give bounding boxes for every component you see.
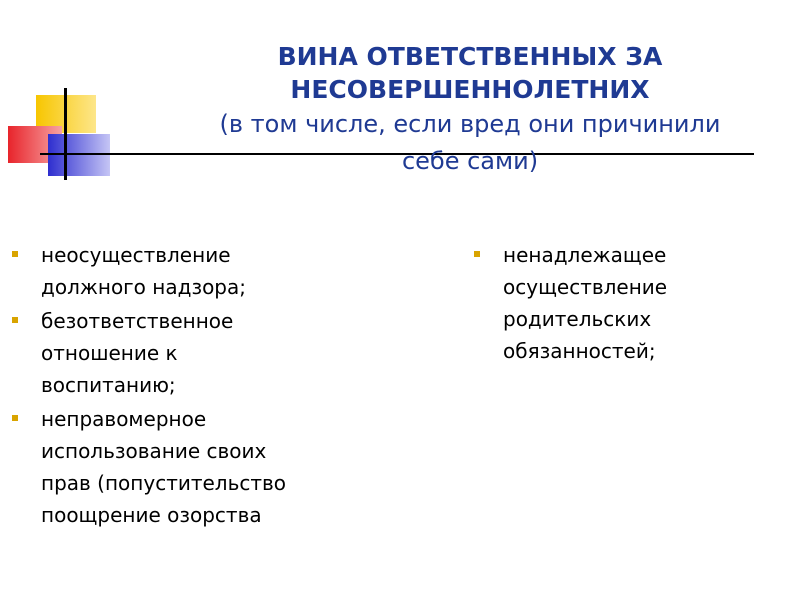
list-item-line: поощрение озорства [41,503,262,527]
list-item [12,403,362,531]
bullet-square-icon [12,251,18,257]
logo-blue-square [48,134,110,176]
list-item-line: использование своих [41,439,267,463]
decorative-squares-logo [0,0,130,190]
list-item [12,305,362,401]
bullet-square-icon [12,415,18,421]
list-item-line: неосуществление [41,243,231,267]
list-item-line: должного надзора; [41,275,246,299]
list-item [474,239,774,367]
list-item-line: родительских [503,307,652,331]
list-item-line: обязанностей; [503,339,656,363]
subtitle-line-1: (в том числе, если вред они причинили [219,110,721,138]
bullet-square-icon [474,251,480,257]
left-bullet-list [12,239,362,533]
title-line-1: ВИНА ОТВЕТСТВЕННЫХ ЗА [277,42,663,71]
list-item-line: осуществление [503,275,668,299]
logo-vertical-bar [64,88,67,180]
list-item-line: безответственное [41,309,234,333]
right-bullet-list [474,239,774,369]
list-item-line: отношение к [41,341,178,365]
slide-title [140,40,800,180]
list-item-line: прав (попустительство [41,471,287,495]
title-line-2: НЕСОВЕРШЕННОЛЕТНИХ [290,75,650,104]
list-item-line: воспитанию; [41,373,176,397]
bullet-square-icon [12,317,18,323]
list-item-line: неправомерное [41,407,207,431]
list-item-line: ненадлежащее [503,243,667,267]
list-item [12,239,362,303]
subtitle-line-2: себе сами) [401,147,539,175]
